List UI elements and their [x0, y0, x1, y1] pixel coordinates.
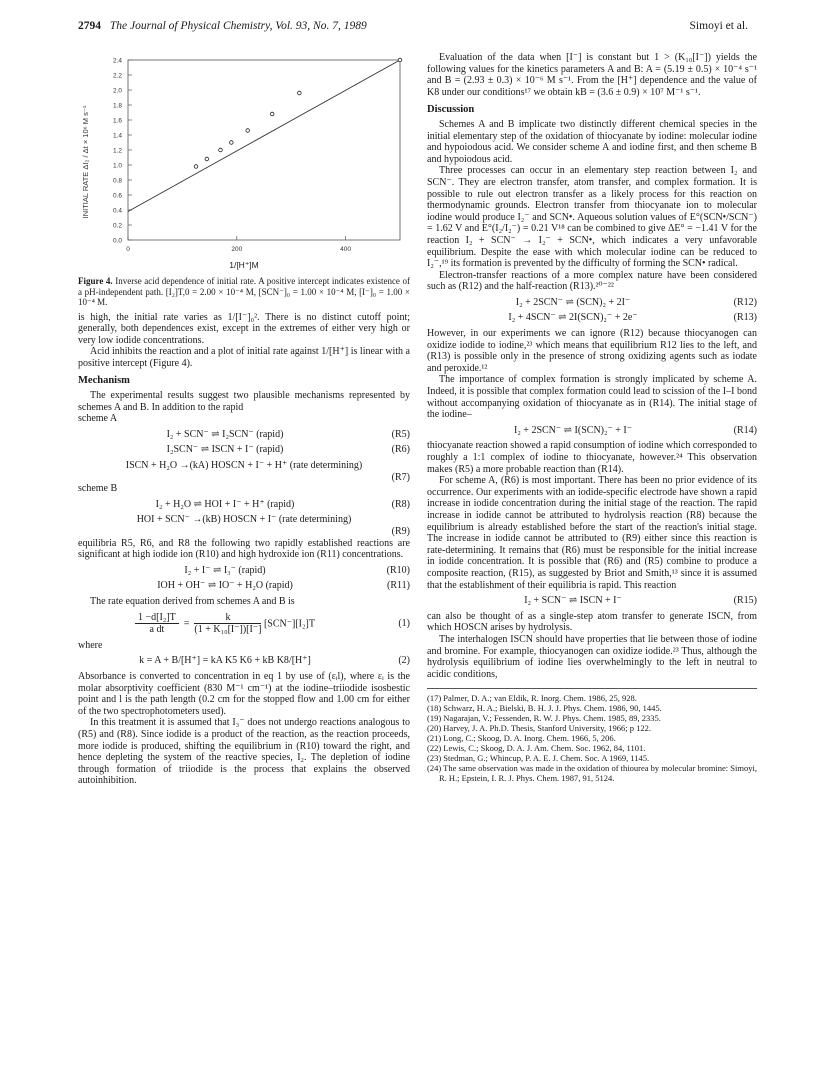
running-authors: Simoyi et al.	[689, 20, 748, 32]
paragraph: In this treatment it is assumed that I₃⁻ does not undergo reactions analogous to (R5) and (R8). Since iodide is a product of the reaction, as the reaction proceeds, more iodide is produced, shifting the equilibrium in (R10) toward the right, and hence depleting the system of the reactive species, I₂. The depletion of iodine through formation of triiodide is the process that explains the observed autoinhibition.	[78, 717, 410, 787]
fit-line	[128, 60, 400, 212]
reaction-r14: I₂ + 2SCN⁻ ⇌ I(SCN)₂⁻ + I⁻ (R14)	[513, 424, 757, 436]
scheme-a-label: scheme A	[78, 413, 118, 425]
data-point	[270, 112, 274, 116]
reference-item: (22) Lewis, C.; Skoog, D. A. J. Am. Chem. Soc. 1962, 84, 1101.	[427, 743, 646, 754]
scheme-b-label: scheme B	[78, 483, 118, 495]
right-column	[427, 52, 757, 783]
data-point	[298, 91, 302, 95]
paragraph: equilibria R5, R6, and R8 the following two rapidly established reactions are significant at high iodide ion (R10) and high hydroxide ion (R11) concentrations.	[78, 537, 410, 561]
data-point	[398, 58, 402, 62]
figure-4-chart	[78, 52, 410, 272]
paragraph: Absorbance is converted to concentration in eq 1 by use of (εᵢl), where εᵢ is the molar absorptivity coefficient (830 M⁻¹ cm⁻¹) at the iodine–triiodide isosbestic point and l is the path length (0.2 cm for the stopped flow and 1.00 cm for either of the two spectrophotometers used).	[78, 670, 410, 717]
y-tick-label: 1.4	[112, 132, 122, 140]
chart-frame	[128, 60, 400, 240]
paragraph: can also be thought of as a single-step atom transfer to generate ISCN, from which HOSCN arises by hydrolysis.	[427, 610, 757, 634]
paragraph: The experimental results suggest two plausible mechanisms represented by schemes A and B. In addition to the rapid	[78, 390, 410, 413]
reaction-r7-number: (R7)	[391, 471, 410, 483]
y-tick-label: 2.2	[112, 72, 122, 80]
y-tick-label: 0.2	[112, 222, 122, 230]
chart-x-axis-label: 1/[H⁺]M	[229, 260, 259, 270]
figure-4	[78, 52, 410, 272]
reaction-r7: ISCN + H₂O →(kA) HOSCN + I⁻ + H⁺ (rate determining)	[125, 460, 363, 472]
y-tick-label: 1.2	[112, 147, 122, 155]
paragraph: Electron-transfer reactions of a more complex nature have been considered such as (R12) and the half-reaction (R13).²⁰⁻²²	[427, 269, 757, 293]
paragraph: Schemes A and B implicate two distinctly different chemical species in the initial elementary step of the oxidation of thiocyanate by iodine: molecular iodine and hypoiodous acid. We consider scheme A and iodine first, and then scheme B and hypoiodous acid.	[427, 118, 757, 165]
reference-item: (17) Palmer, D. A.; van Eldik, R. Inorg. Chem. 1986, 25, 928.	[427, 693, 637, 704]
section-heading-discussion: Discussion	[427, 104, 475, 116]
reaction-r9-number: (R9)	[391, 526, 410, 537]
reference-item: (18) Schwarz, H. A.; Bielski, B. H. J. J. Phys. Chem. 1986, 90, 1445.	[427, 703, 662, 714]
reference-item: (19) Nagarajan, V.; Fessenden, R. W. J. Phys. Chem. 1985, 89, 2335.	[427, 713, 661, 724]
y-tick-label: 2.4	[112, 57, 122, 65]
paragraph: The importance of complex formation is strongly implicated by scheme A. Indeed, it is possible that complex formation could lead to scission of the I–I bond without accompanying oxidation of thiocyanate as in (R14). The initial stage of the iodine–	[427, 374, 757, 421]
y-tick-label: 0.4	[112, 207, 122, 215]
paragraph: However, in our experiments we can ignore (R12) because thiocyanogen can oxidize iodide to iodine,²³ which means that equilibrium R12 lies to the left, and (R13) is possible only in the presence of strong oxidizing agents such as iodate and peroxide.¹²	[427, 328, 757, 374]
paragraph: is high, the initial rate varies as 1/[I⁻]₀². There is no distinct cutoff point; generally, both dependences exist, except in the extremes of either very high or very low iodide concentrations.	[78, 311, 410, 346]
x-tick-label: 0	[126, 246, 130, 253]
paragraph: thiocyanate reaction showed a rapid consumption of iodine which corresponded to roughly a 1:1 complex of iodine to thiocyanate, however.²⁴ This observation makes (R5) a more probable reaction than (R14).	[427, 440, 757, 475]
y-tick-label: 1.6	[112, 117, 122, 125]
data-point	[205, 157, 209, 161]
reaction-r11: IOH + OH⁻ ⇌ IO⁻ + H₂O (rapid) (R11)	[157, 580, 410, 592]
paragraph: The rate equation derived from schemes A and B is	[90, 595, 295, 607]
figure-caption-text: Inverse acid dependence of initial rate. A positive intercept indicates existence of a pH-independent path. [I₂]T,0 = 2.00 × 10⁻⁴ M, [SCN⁻]₀ = 1.00 × 10⁻⁴ M, [I⁻]₀ = 1.00 × 10⁻⁴ M.	[78, 276, 410, 307]
left-column	[78, 52, 410, 787]
reaction-r5: I₂ + SCN⁻ ⇌ I₂SCN⁻ (rapid) (R5)	[166, 428, 410, 440]
figure-caption-label: Figure 4.	[78, 276, 113, 286]
reference-item: (20) Harvey, J. A. Ph.D. Thesis, Stanford University, 1966; p 122.	[427, 723, 651, 734]
reference-item: (24) The same observation was made in the oxidation of thiourea by molecular bromine: Simoyi, R. H.; Epstein, I. R. J. Phys. Chem. 1987, 91, 5124.	[427, 763, 757, 784]
paragraph: Acid inhibits the reaction and a plot of initial rate against 1/[H⁺] is linear with a positive intercept (Figure 4).	[78, 346, 410, 369]
data-point	[230, 141, 234, 145]
data-point	[194, 165, 198, 169]
y-tick-label: 0.6	[112, 192, 122, 200]
reference-item: (23) Stedman, G.; Whincup, P. A. E. J. Chem. Soc. A 1969, 1145.	[427, 753, 650, 764]
figure-caption	[78, 276, 410, 308]
paragraph: Three processes can occur in an elementary step reaction between I₂ and SCN⁻. They are electron transfer, atom transfer, and complex formation. It is possible to rule out electron transfer as a likely process for this reaction on thermodynamic grounds. Electron transfer from thiocyanate ion to molecular iodine would produce I₂⁻ and SCN•. Aqueous solution values of E°(SCN•/SCN⁻) = 1.62 V and E°(I₂/I₂⁻) = 0.21 V¹⁸ can be combined to give ΔE° = −1.41 V for the reaction I₂ + SCN⁻ → I₂⁻ + SCN•, which indicates a very unfavorable equilibrium. Despite the ease with which molecular iodine can be reduced to I₂⁻,¹⁹ its formation is prevented by the difficulty of forming the SCN• radical.	[427, 165, 757, 270]
references	[427, 688, 757, 783]
x-tick-label: 200	[231, 246, 243, 253]
data-point	[219, 148, 223, 152]
equation-2: k = A + B/[H⁺] = kA K5 K6 + kB K8/[H⁺] (2)	[139, 655, 410, 667]
reaction-r9: HOI + SCN⁻ →(kB) HOSCN + I⁻ (rate determining)	[136, 514, 352, 526]
y-tick-label: 0.0	[112, 237, 122, 245]
chart-y-axis-label: INITIAL RATE ΔI₂ / Δt × 10⁶ M s⁻¹	[81, 105, 90, 219]
equation-1: $\frac{\text{1 −d[I₂]T}}{\text{a dt}}$ = $\frac{k}{\text{(1 + K₁₀[I⁻])[I⁻]}}$ [SCN⁻][I₂]T (1)	[78, 612, 410, 636]
paragraph: The interhalogen ISCN should have properties that lie between those of iodine and bromine. For example, thiocyanogen can oxidize iodide.²³ Thus, although the hydrolysis equilibrium of iodine lies overwhelmingly to the left in neutral to acidic conditions,	[427, 633, 757, 680]
page-number: 2794	[78, 20, 101, 32]
reaction-r13: I₂ + 4SCN⁻ ⇌ 2I(SCN)₂⁻ + 2e⁻ (R13)	[508, 312, 757, 324]
section-heading-mechanism: Mechanism	[78, 375, 130, 387]
where-label: where	[78, 639, 103, 651]
reference-item: (21) Long, C.; Skoog, D. A. Inorg. Chem. 1966, 5, 206.	[427, 733, 616, 744]
reaction-r6: I₂SCN⁻ ⇌ ISCN + I⁻ (rapid) (R6)	[166, 444, 410, 456]
y-tick-label: 2.0	[112, 87, 122, 95]
y-tick-label: 1.8	[112, 102, 122, 110]
reaction-r15: I₂ + SCN⁻ ⇌ ISCN + I⁻ (R15)	[524, 595, 757, 607]
y-tick-label: 0.8	[112, 177, 122, 185]
paragraph: Evaluation of the data when [I⁻] is constant but 1 > (K₁₀[I⁻]) yields the following values for the kinetics parameters A and B: A = (5.19 ± 0.5) × 10⁻⁴ s⁻¹ and B = (2.93 ± 0.3) × 10⁻⁶ M s⁻¹. From the [H⁺] dependence and the value of K8 under our conditions¹⁷ we obtain kB = (3.6 ± 0.9) × 10⁷ M⁻¹ s⁻¹.	[427, 52, 757, 98]
reaction-r8: I₂ + H₂O ⇌ HOI + I⁻ + H⁺ (rapid) (R8)	[155, 498, 410, 510]
running-header	[78, 20, 748, 38]
reaction-r12: I₂ + 2SCN⁻ ⇌ (SCN)₂ + 2I⁻ (R12)	[515, 296, 757, 308]
reaction-r10: I₂ + I⁻ ⇌ I₃⁻ (rapid) (R10)	[184, 564, 410, 576]
paragraph: For scheme A, (R6) is most important. There has been no prior evidence of its occurrence. Our experiments with an iodide-specific electrode have shown a rapid increase in iodide concentration during the initial stage of the reaction. The rapid increase in iodide cannot be attributed to hydrolysis reaction (R8) because the equilibrium is already established before the start of the reaction's initial stage. The increase in iodide cannot be attributed to (R9) either since this reaction is rate-determining. It remains that (R6) must be responsible for the initial increase in iodide concentration. It is possible that (R6) and (R5) combine to produce a composite reaction, (R15), as suggested by Briot and Smith,¹³ since it is assumed that the establishment of their equilibria is rapid. This reaction	[427, 475, 757, 591]
journal-title: The Journal of Physical Chemistry, Vol. 93, No. 7, 1989	[109, 20, 367, 32]
y-tick-label: 1.0	[112, 162, 122, 170]
data-point	[246, 129, 250, 133]
x-tick-label: 400	[340, 246, 352, 253]
